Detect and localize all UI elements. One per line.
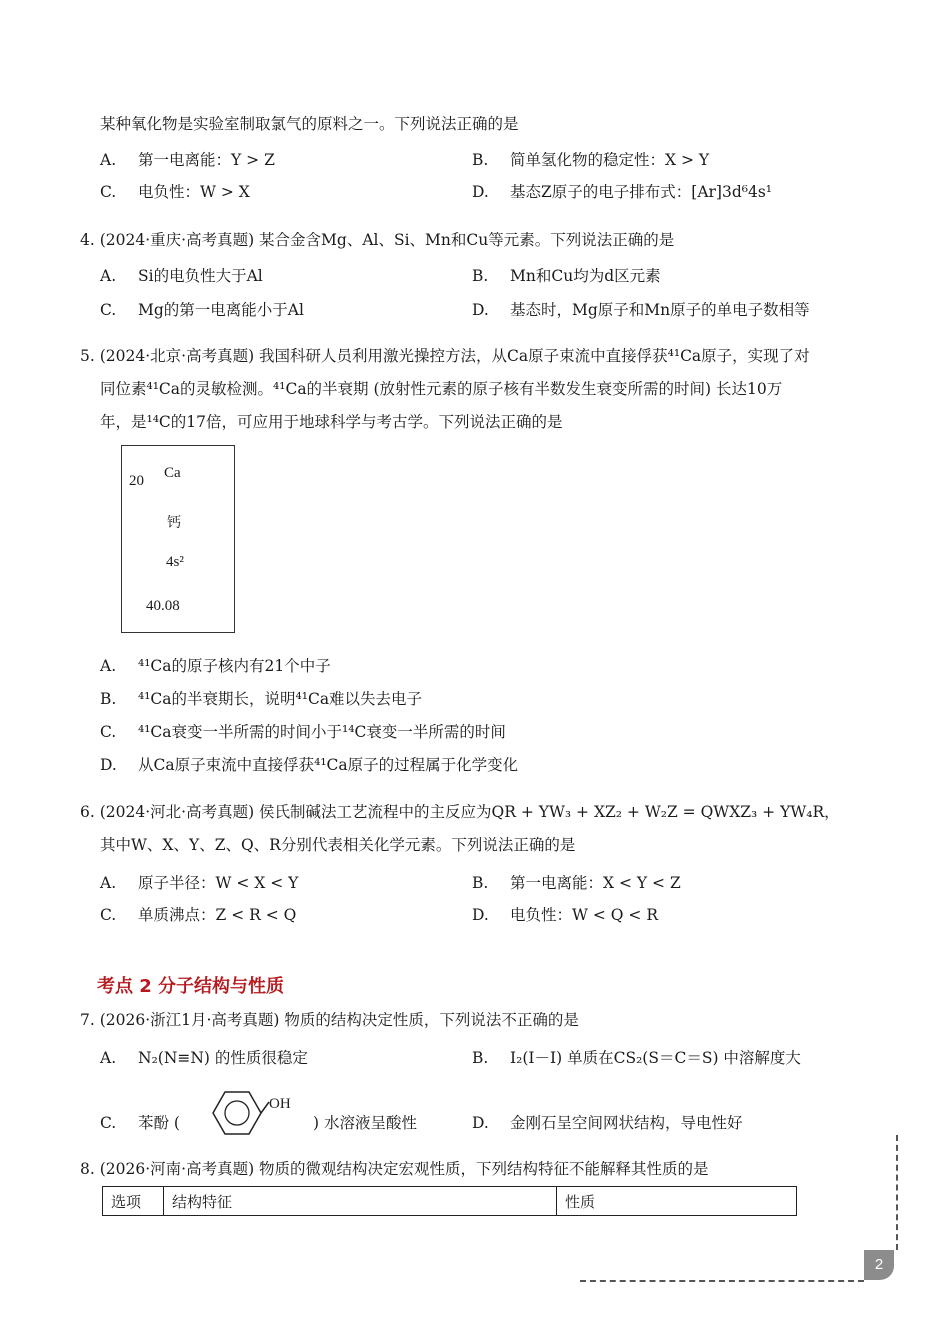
option-label: D. — [472, 183, 489, 201]
q5-stem-line2: 同位素⁴¹Ca的灵敏检测。⁴¹Ca的半衰期 (放射性元素的原子核有半数发生衰变所需的时间) 长达10万 — [100, 380, 783, 398]
option-label: C. — [100, 1114, 117, 1132]
option-text: ⁴¹Ca衰变一半所需的时间小于¹⁴C衰变一半所需的时间 — [138, 723, 506, 741]
q6-option-d — [472, 903, 658, 925]
q6-stem-line1: 6. (2024·河北·高考真题) 侯氏制碱法工艺流程中的主反应为QR + YW₃ + XZ₂ + W₂Z = QWXZ₃ + YW₄R， — [80, 803, 840, 821]
q4-option-c — [100, 298, 304, 320]
option-label: B. — [472, 267, 489, 285]
q4-option-d — [472, 298, 810, 320]
option-text: Mn和Cu均为d区元素 — [510, 267, 661, 285]
q5-stem-line1: 5. (2024·北京·高考真题) 我国科研人员利用激光操控方法，从Ca原子束流中直接俘获⁴¹Ca原子，实现了对 — [80, 347, 810, 365]
q7-option-a — [100, 1046, 308, 1068]
option-text: Mg的第一电离能小于Al — [138, 301, 304, 319]
q5-option-d — [100, 753, 518, 775]
option-label: A. — [100, 151, 117, 169]
table-header-row — [103, 1187, 797, 1216]
option-label: C. — [100, 183, 117, 201]
q6-option-a — [100, 871, 298, 893]
q5-option-b — [100, 687, 422, 709]
option-text: I₂(I－I) 单质在CS₂(S＝C＝S) 中溶解度大 — [510, 1049, 801, 1067]
q3-option-a — [100, 148, 275, 170]
option-label: A. — [100, 874, 117, 892]
q5-option-a — [100, 654, 331, 676]
option-text: 电负性：W < Q < R — [510, 906, 658, 924]
q4-option-a — [100, 264, 263, 286]
q6-option-c — [100, 903, 296, 925]
option-text: ⁴¹Ca的原子核内有21个中子 — [138, 657, 331, 675]
option-text: ⁴¹Ca的半衰期长，说明⁴¹Ca难以失去电子 — [138, 690, 423, 708]
option-label: A. — [100, 657, 117, 675]
option-text: 第一电离能：Y > Z — [138, 151, 275, 169]
option-text-before: 苯酚 ( — [138, 1114, 180, 1132]
page-corner-dashed-vertical — [896, 1135, 898, 1250]
q7-option-c-after: ) 水溶液呈酸性 — [313, 1114, 417, 1132]
option-text: 第一电离能：X < Y < Z — [510, 874, 681, 892]
atomic-mass: 40.08 — [146, 598, 180, 614]
q3-continuation: 某种氧化物是实验室制取氯气的原料之一。下列说法正确的是 — [100, 115, 519, 133]
option-text: 原子半径：W < X < Y — [138, 874, 299, 892]
q8-table — [102, 1186, 797, 1216]
q5-stem-line3: 年，是¹⁴C的17倍，可应用于地球科学与考古学。下列说法正确的是 — [100, 413, 563, 431]
q4-option-b — [472, 264, 661, 286]
option-text: N₂(N≡N) 的性质很稳定 — [138, 1049, 308, 1067]
table-header-cell: 性质 — [557, 1187, 797, 1216]
option-label: A. — [100, 267, 117, 285]
q7-stem: 7. (2026·浙江1月·高考真题) 物质的结构决定性质，下列说法不正确的是 — [80, 1011, 579, 1029]
option-label: C. — [100, 906, 117, 924]
option-label: B. — [472, 1049, 489, 1067]
option-label: B. — [472, 151, 489, 169]
q3-option-d — [472, 180, 772, 202]
option-label: B. — [100, 690, 117, 708]
table-header-cell: 选项 — [103, 1187, 164, 1216]
electron-config: 4s² — [166, 554, 184, 570]
q7-option-c — [100, 1111, 180, 1133]
option-text: Si的电负性大于Al — [138, 267, 263, 285]
q6-option-b — [472, 871, 681, 893]
option-text: 基态Z原子的电子排布式：[Ar]3d⁶4s¹ — [510, 183, 772, 201]
option-label: D. — [472, 906, 489, 924]
option-label: D. — [472, 1114, 489, 1132]
q6-stem-line2: 其中W、X、Y、Z、Q、R分别代表相关化学元素。下列说法正确的是 — [100, 836, 576, 854]
option-text: 从Ca原子束流中直接俘获⁴¹Ca原子的过程属于化学变化 — [138, 756, 519, 774]
section-heading: 考点 2 分子结构与性质 — [97, 976, 285, 997]
option-label: A. — [100, 1049, 117, 1067]
q7-option-d — [472, 1111, 743, 1133]
q7-option-b — [472, 1046, 801, 1068]
phenol-structure-icon — [197, 1088, 307, 1138]
atomic-number: 20 — [129, 473, 144, 489]
q4-stem: 4. (2024·重庆·高考真题) 某合金含Mg、Al、Si、Mn和Cu等元素。下列说法正确的是 — [80, 231, 675, 249]
option-label: D. — [100, 756, 117, 774]
option-text: 基态时，Mg原子和Mn原子的单电子数相等 — [510, 301, 810, 319]
option-label: D. — [472, 301, 489, 319]
option-label: C. — [100, 301, 117, 319]
element-card-calcium — [121, 445, 235, 633]
option-text: 电负性：W > X — [138, 183, 250, 201]
option-text: 简单氢化物的稳定性：X > Y — [510, 151, 710, 169]
page-number: 2 — [864, 1250, 894, 1280]
q3-option-b — [472, 148, 709, 170]
hydroxyl-label: OH — [269, 1096, 291, 1112]
q8-stem: 8. (2026·河南·高考真题) 物质的微观结构决定宏观性质，下列结构特征不能解释其性质的是 — [80, 1160, 709, 1178]
option-label: C. — [100, 723, 117, 741]
option-text: 单质沸点：Z < R < Q — [138, 906, 297, 924]
q5-option-c — [100, 720, 506, 742]
element-symbol: Ca — [164, 465, 181, 481]
table-header-cell: 结构特征 — [164, 1187, 557, 1216]
q3-option-c — [100, 180, 250, 202]
element-name: 钙 — [167, 515, 181, 531]
page-corner-dashed-horizontal — [580, 1280, 864, 1282]
option-label: B. — [472, 874, 489, 892]
option-text: 金刚石呈空间网状结构，导电性好 — [510, 1114, 743, 1132]
